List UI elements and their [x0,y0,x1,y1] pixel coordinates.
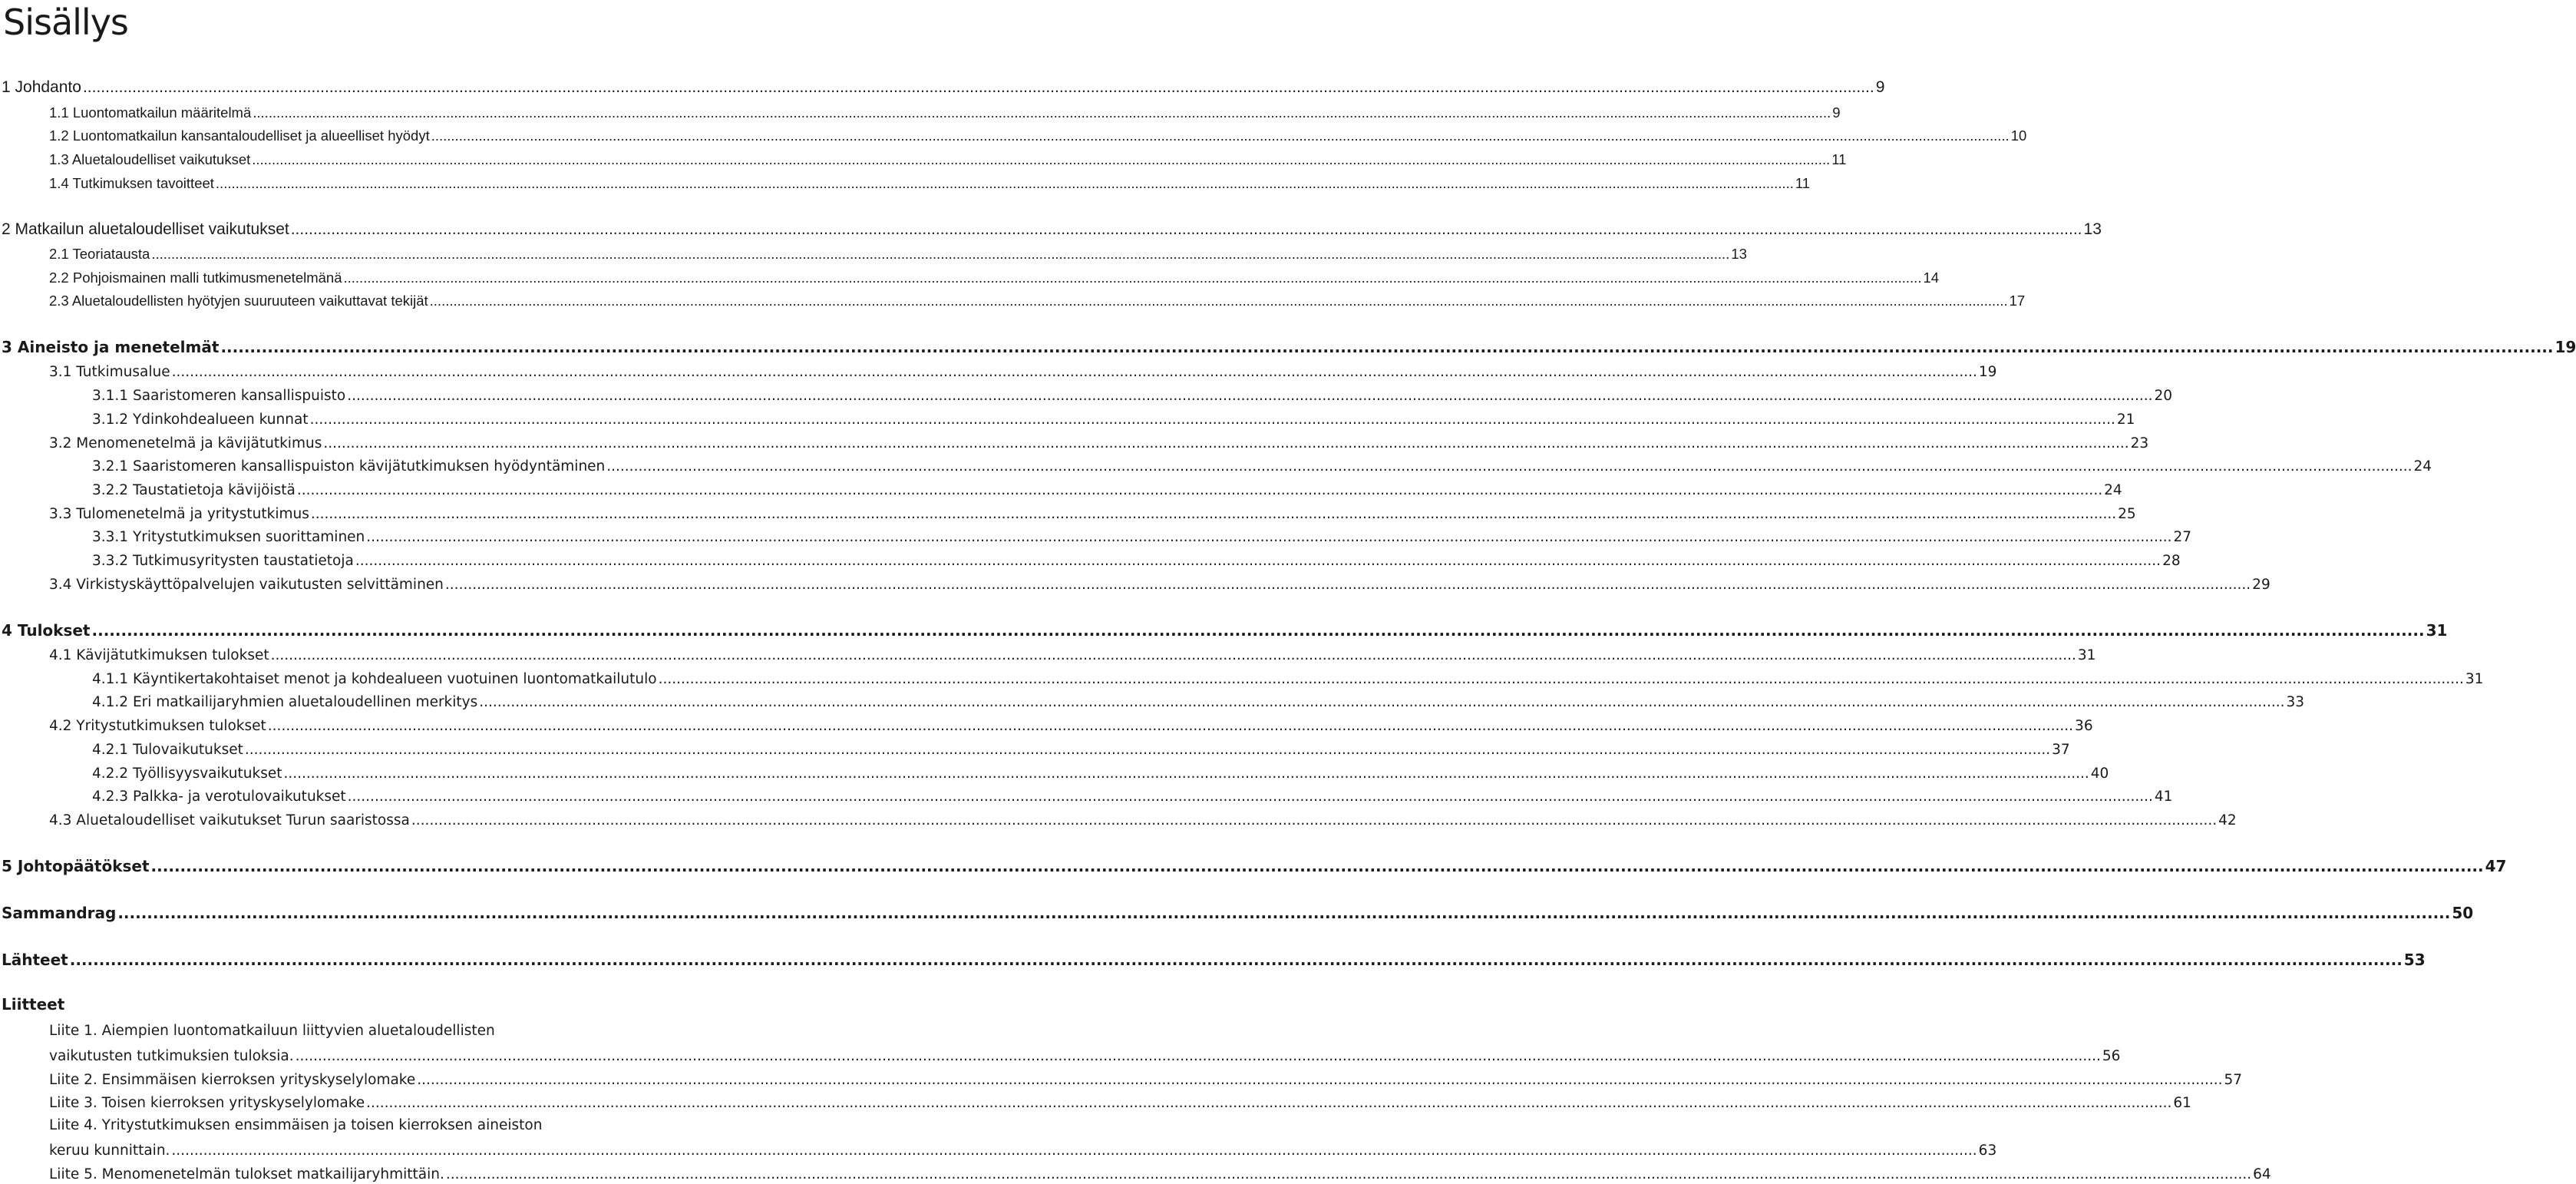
toc-entry[interactable] [2,854,2507,875]
dot-leader: ................................................................................................................................................................................................................................................................................................................................................................................................................ [429,293,2008,309]
page-number: 27 [2173,529,2192,545]
dot-leader: ................................................................................................................................................................................................................................................................................................................................................................................................................ [290,220,2082,238]
page-number: 17 [2009,293,2026,309]
dot-leader: ................................................................................................................................................................................................................................................................................................................................................................................................................ [355,553,2162,569]
page-number: 57 [2224,1072,2243,1088]
appendix-entry[interactable] [49,1090,2191,1111]
toc-entry-title: 3.2 Menomenetelmä ja kävijätutkimus [49,435,322,451]
toc-entry-title: 3.1 Tutkimusalue [49,364,170,380]
dot-leader: ................................................................................................................................................................................................................................................................................................................................................................................................................ [117,904,2451,922]
dot-leader: ................................................................................................................................................................................................................................................................................................................................................................................................................ [283,766,2089,782]
appendix-entry[interactable] [49,1137,1997,1159]
page-number: 11 [1831,151,1847,167]
appendix-heading: Liitteet [2,995,65,1014]
page-number: 63 [1978,1143,1997,1159]
toc-entry[interactable] [92,524,2192,545]
toc-entry-title: 4.2.2 Työllisyysvaikutukset [92,766,282,782]
toc-entry-title: 3 Aineisto ja menetelmät [2,338,220,356]
toc-entry[interactable] [92,406,2135,428]
toc-entry[interactable] [49,430,2149,451]
toc-entry-title: 4.2.3 Palkka- ja verotulovaikutukset [92,789,346,805]
dot-leader: ................................................................................................................................................................................................................................................................................................................................................................................................................ [82,78,1874,96]
toc-entry[interactable] [49,147,1847,168]
dot-leader: ................................................................................................................................................................................................................................................................................................................................................................................................................ [417,1072,2223,1088]
dot-leader: ................................................................................................................................................................................................................................................................................................................................................................................................................ [366,1095,2172,1111]
dot-leader: ................................................................................................................................................................................................................................................................................................................................................................................................................ [347,789,2153,805]
toc-entry-title: 1.4 Tutkimuksen tavoitteet [49,175,214,191]
page-number: 24 [2104,482,2122,498]
page-number: 9 [1875,78,1885,96]
dot-leader: ................................................................................................................................................................................................................................................................................................................................................................................................................ [244,742,2051,758]
page-title: Sisällys [3,2,128,43]
page-number: 29 [2252,577,2271,593]
page-number: 31 [2077,647,2096,663]
toc-entry-title: 3.4 Virkistyskäyttöpalvelujen vaikutusten selvittäminen [49,577,444,593]
dot-leader: ................................................................................................................................................................................................................................................................................................................................................................................................................ [431,127,2010,144]
toc-entry-title: keruu kunnittain. [49,1143,170,1159]
toc-entry[interactable] [2,75,1885,97]
toc-entry[interactable] [92,547,2181,569]
toc-entry-title: 3.1.1 Saaristomeren kansallispuisto [92,388,346,404]
toc-entry-title: 2.1 Teoriatausta [49,246,150,262]
toc-entry-title: 4.1.2 Eri matkailijaryhmien aluetaloudellinen merkitys [92,694,478,710]
dot-leader: ................................................................................................................................................................................................................................................................................................................................................................................................................ [411,812,2218,828]
toc-entry[interactable] [92,689,2305,710]
appendix-entry[interactable] [49,1161,2271,1182]
toc-entry-title: 4.1.1 Käyntikertakohtaiset menot ja kohdealueen vuotuinen luontomatkailutulo [92,671,657,687]
page-number: 19 [1978,364,1997,380]
dot-leader: ................................................................................................................................................................................................................................................................................................................................................................................................................ [69,951,2403,969]
dot-leader: ................................................................................................................................................................................................................................................................................................................................................................................................................ [479,694,2285,710]
toc-entry[interactable] [2,901,2474,922]
toc-entry[interactable] [92,760,2109,782]
page-number: 53 [2403,951,2426,969]
page-number: 47 [2485,857,2507,875]
dot-leader: ................................................................................................................................................................................................................................................................................................................................................................................................................ [310,506,2117,522]
toc-entry[interactable] [49,170,1811,192]
page-number: 19 [2555,338,2576,356]
toc-entry[interactable] [49,123,2027,144]
dot-leader: ................................................................................................................................................................................................................................................................................................................................................................................................................ [252,151,1831,167]
page-number: 10 [2010,127,2027,144]
appendix-entry[interactable] [49,1067,2243,1088]
appendix-entry[interactable] [49,1043,2121,1064]
page-number: 56 [2102,1048,2121,1064]
toc-entry-title: 3.3.2 Tutkimusyritysten taustatietoja [92,553,354,569]
dot-leader: ................................................................................................................................................................................................................................................................................................................................................................................................................ [151,246,1730,262]
dot-leader: ................................................................................................................................................................................................................................................................................................................................................................................................................ [270,647,2076,663]
toc-entry-title: 4.2 Yritystutkimuksen tulokset [49,718,266,734]
dot-leader: ................................................................................................................................................................................................................................................................................................................................................................................................................ [444,577,2251,593]
toc-entry-title: vaikutusten tutkimuksien tuloksia. [49,1048,294,1064]
dot-leader: ................................................................................................................................................................................................................................................................................................................................................................................................................ [220,338,2554,356]
toc-entry[interactable] [49,288,2026,309]
toc-entry-title: 3.2.1 Saaristomeren kansallispuiston kävijätutkimuksen hyödyntäminen [92,458,606,475]
toc-entry[interactable] [49,571,2271,593]
dot-leader: ................................................................................................................................................................................................................................................................................................................................................................................................................ [347,388,2153,404]
toc-entry[interactable] [49,642,2096,663]
toc-entry[interactable] [49,359,1997,380]
toc-entry-title: 3.3.1 Yritystutkimuksen suorittaminen [92,529,365,545]
page-number: 21 [2116,412,2135,428]
toc-entry[interactable] [2,618,2448,640]
page-number: 50 [2452,904,2474,922]
page-number: 64 [2253,1166,2271,1182]
toc-entry-title: 4.1 Kävijätutkimuksen tulokset [49,647,269,663]
dot-leader: ................................................................................................................................................................................................................................................................................................................................................................................................................ [658,671,2464,687]
toc-entry-title: 4 Tulokset [2,621,91,640]
toc-entry[interactable] [2,335,2576,356]
page-number: 23 [2130,435,2149,451]
dot-leader: ................................................................................................................................................................................................................................................................................................................................................................................................................ [323,435,2129,451]
page-number: 37 [2052,742,2070,758]
page-number: 31 [2426,621,2448,640]
page-number: 9 [1832,104,1841,121]
toc-entry[interactable] [49,265,1940,286]
toc-entry[interactable] [49,241,1747,263]
toc-entry[interactable] [92,666,2484,687]
toc-entry-title: 1.3 Aluetaloudelliset vaikutukset [49,151,251,167]
dot-leader: ................................................................................................................................................................................................................................................................................................................................................................................................................ [309,412,2115,428]
toc-entry-title: 1.2 Luontomatkailun kansantaloudelliset ja alueelliset hyödyt [49,127,430,144]
dot-leader: ................................................................................................................................................................................................................................................................................................................................................................................................................ [445,1166,2252,1182]
dot-leader: ................................................................................................................................................................................................................................................................................................................................................................................................................ [343,270,1922,286]
dot-leader: ................................................................................................................................................................................................................................................................................................................................................................................................................ [150,857,2484,875]
toc-entry[interactable] [49,501,2136,522]
toc-entry-title: Liite 5. Menomenetelmän tulokset matkailijaryhmittäin. [49,1166,444,1182]
toc-entry[interactable] [92,477,2122,498]
toc-entry[interactable] [92,736,2070,758]
dot-leader: ................................................................................................................................................................................................................................................................................................................................................................................................................ [253,104,1831,121]
toc-entry-title: 1.1 Luontomatkailun määritelmä [49,104,252,121]
toc-entry-title: Liite 3. Toisen kierroksen yrityskyselylomake [49,1095,365,1111]
dot-leader: ................................................................................................................................................................................................................................................................................................................................................................................................................ [267,718,2074,734]
toc-entry-title: Lähteet [2,951,68,969]
page-number: 33 [2286,694,2305,710]
page-number: 13 [1731,246,1747,262]
toc-entry-title: 3.2.2 Taustatietoja kävijöistä [92,482,296,498]
toc-entry-title: 2.2 Pohjoismainen malli tutkimusmenetelmänä [49,270,342,286]
toc-entry-title: 4.3 Aluetaloudelliset vaikutukset Turun saaristossa [49,812,410,828]
page-number: 42 [2218,812,2237,828]
toc-entry[interactable] [92,783,2173,805]
page-number: 61 [2173,1095,2191,1111]
page-number: 40 [2090,766,2109,782]
page-number: 24 [2413,458,2432,475]
toc-entry[interactable] [92,453,2432,475]
toc-entry-title: 2.3 Aluetaloudellisten hyötyjen suuruuteen vaikuttavat tekijät [49,293,428,309]
appendix-entry-title[interactable]: Liite 1. Aiempien luontomatkailuun liittyvien aluetaloudellisten [49,1023,495,1039]
dot-leader: ................................................................................................................................................................................................................................................................................................................................................................................................................ [171,364,1977,380]
page-number: 11 [1795,175,1811,191]
dot-leader: ................................................................................................................................................................................................................................................................................................................................................................................................................ [295,1048,2101,1064]
toc-entry-title: 5 Johtopäätökset [2,857,150,875]
toc-entry-title: 3.3 Tulomenetelmä ja yritystutkimus [49,506,309,522]
toc-entry-title: 2 Matkailun aluetaloudelliset vaikutukset [2,220,289,238]
toc-entry-title: 1 Johdanto [2,78,81,96]
toc-entry-title: 3.1.2 Ydinkohdealueen kunnat [92,412,309,428]
toc-entry[interactable] [2,948,2426,969]
dot-leader: ................................................................................................................................................................................................................................................................................................................................................................................................................ [296,482,2103,498]
dot-leader: ................................................................................................................................................................................................................................................................................................................................................................................................................ [366,529,2172,545]
toc-entry[interactable] [49,807,2237,828]
page-number: 36 [2075,718,2093,734]
appendix-entry-title[interactable]: Liite 4. Yritystutkimuksen ensimmäisen ja toisen kierroksen aineiston [49,1117,543,1133]
page-number: 25 [2118,506,2136,522]
dot-leader: ................................................................................................................................................................................................................................................................................................................................................................................................................ [171,1143,1977,1159]
dot-leader: ................................................................................................................................................................................................................................................................................................................................................................................................................ [606,458,2413,475]
toc-entry-title: Sammandrag [2,904,117,922]
page-number: 13 [2083,220,2102,238]
page-number: 28 [2162,553,2181,569]
page-number: 41 [2154,789,2173,805]
toc-entry-title: Liite 2. Ensimmäisen kierroksen yrityskyselylomake [49,1072,416,1088]
toc-entry[interactable] [92,382,2173,404]
dot-leader: ................................................................................................................................................................................................................................................................................................................................................................................................................ [91,621,2425,640]
toc-entry[interactable] [49,100,1841,121]
page-number: 20 [2154,388,2173,404]
page-number: 31 [2465,671,2484,687]
toc-entry-title: 4.2.1 Tulovaikutukset [92,742,243,758]
page-number: 14 [1923,270,1940,286]
toc-entry[interactable] [49,713,2093,734]
toc-entry[interactable] [2,217,2102,239]
dot-leader: ................................................................................................................................................................................................................................................................................................................................................................................................................ [215,175,1794,191]
